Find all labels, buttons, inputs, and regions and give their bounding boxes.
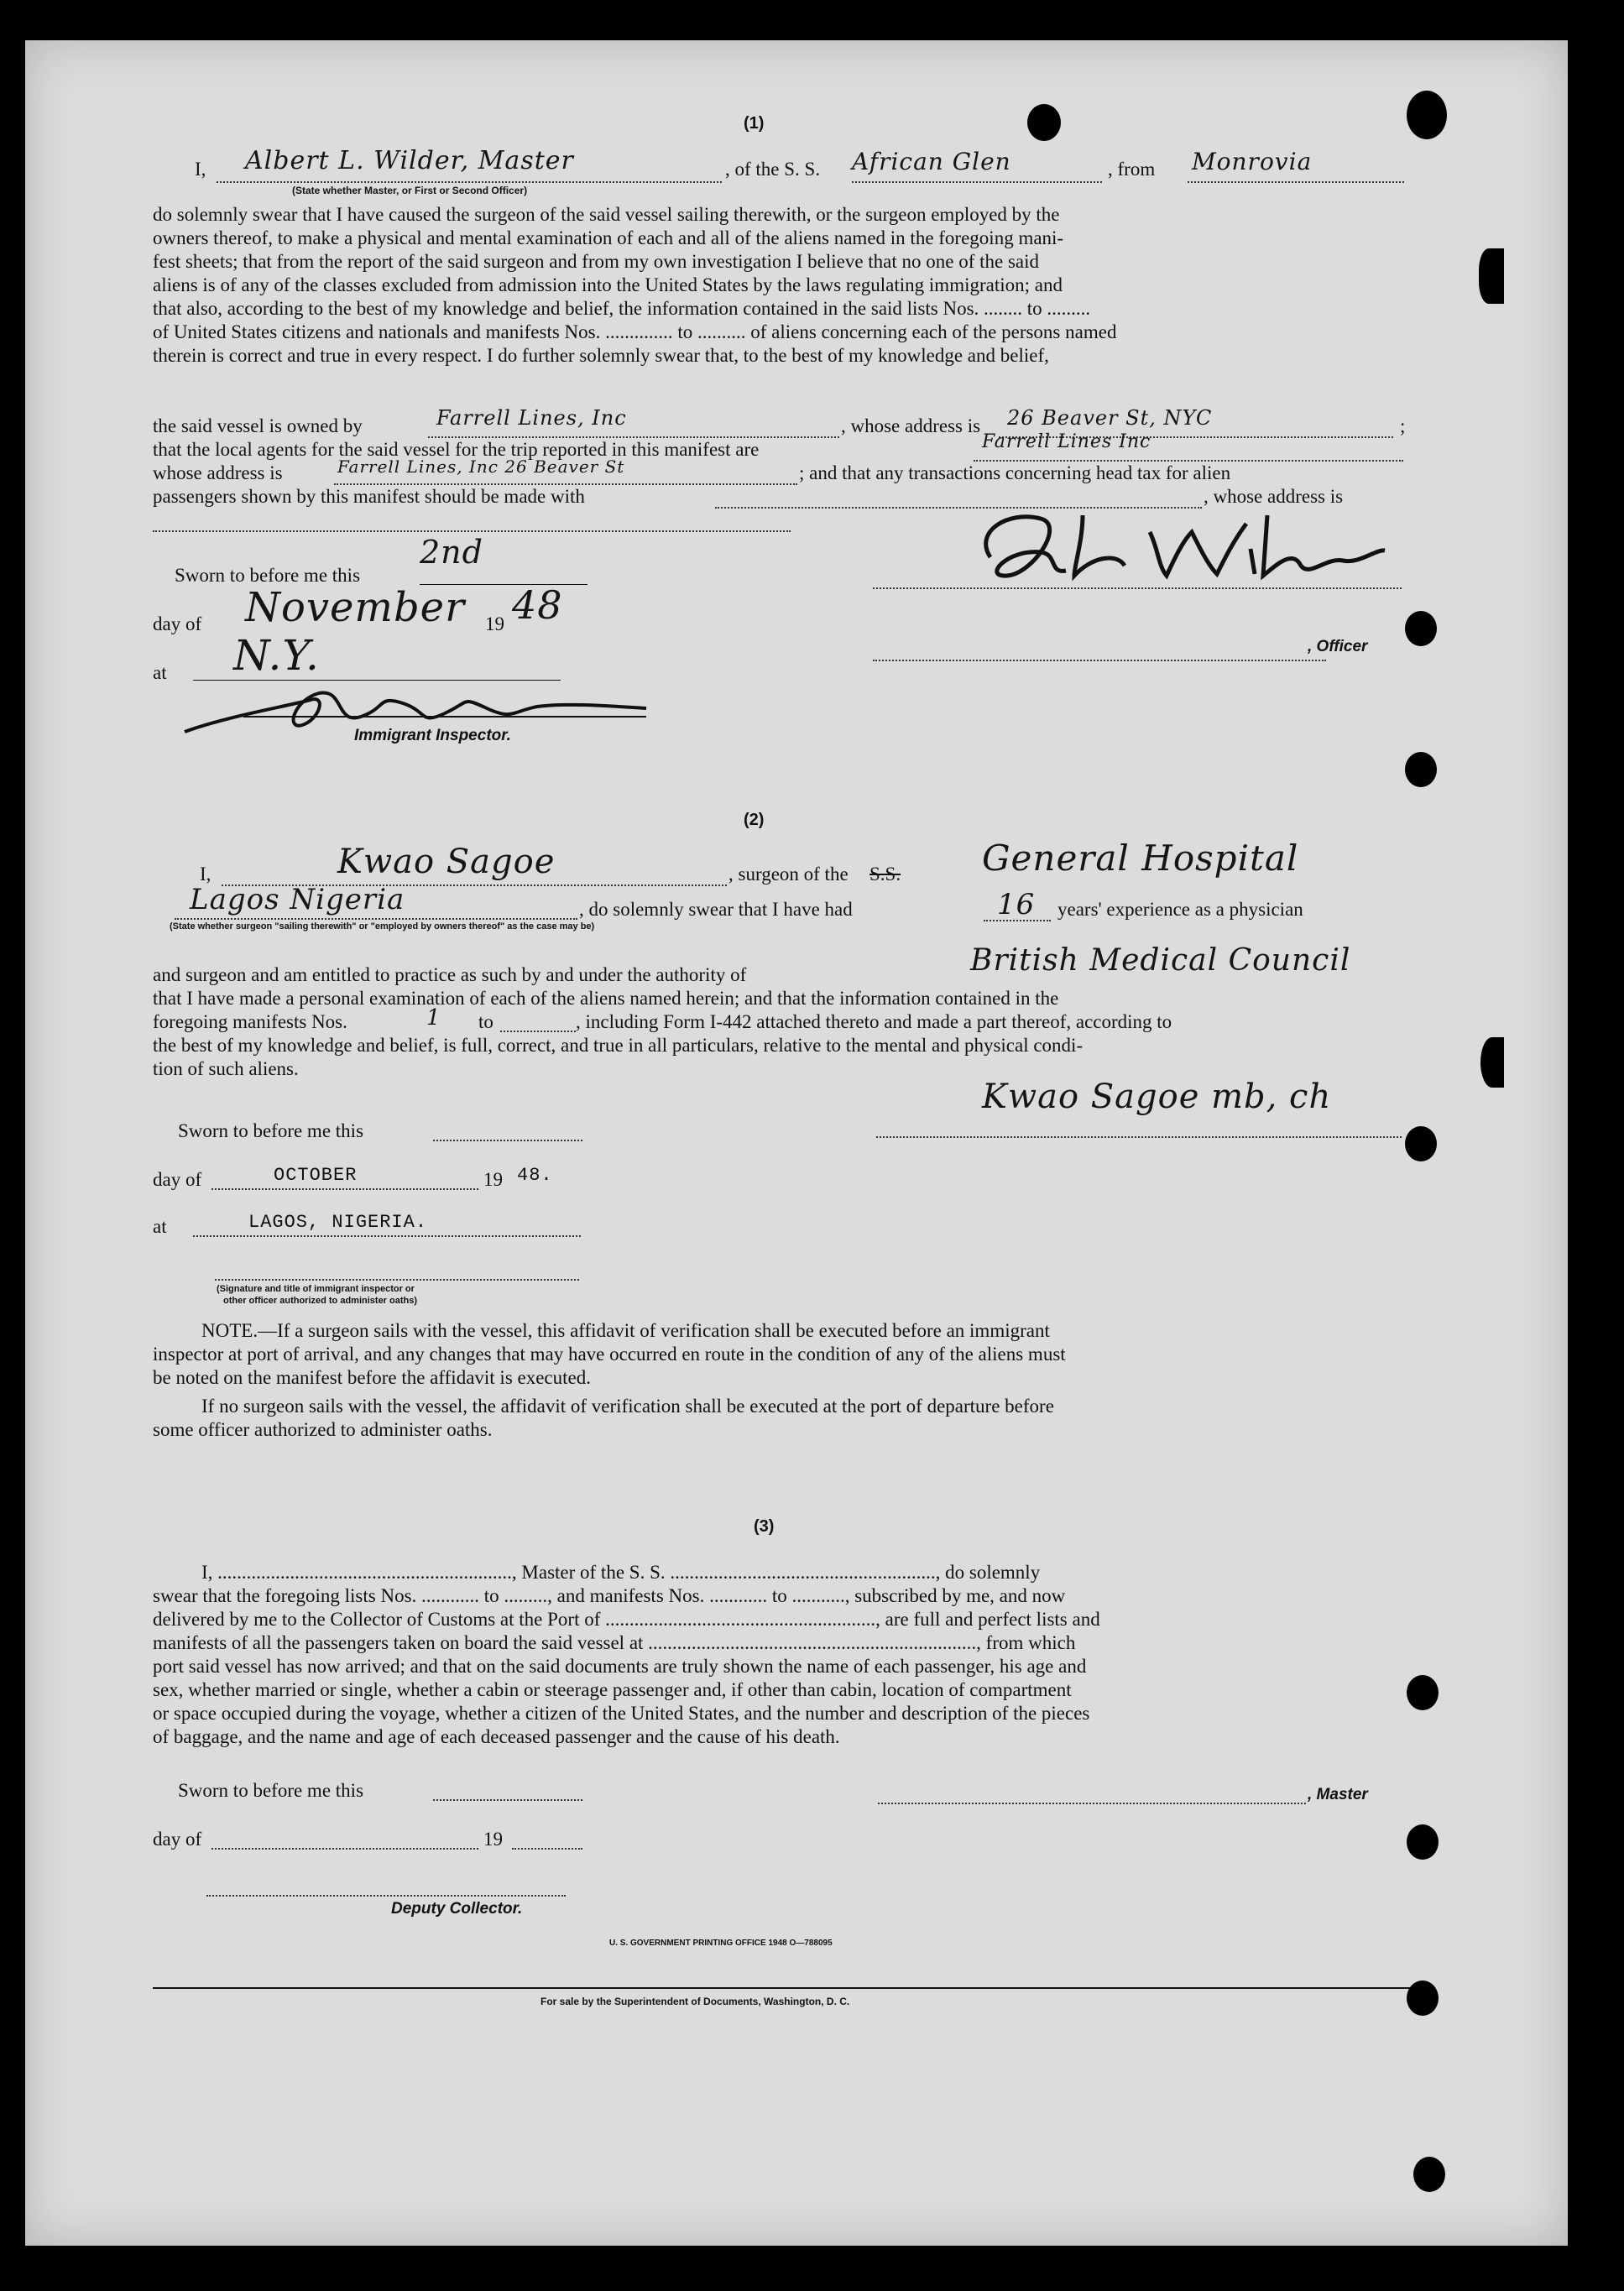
sec1-year: 48 [512, 582, 563, 628]
master-name: Albert L. Wilder, Master [245, 146, 574, 175]
gpo-imprint: U. S. GOVERNMENT PRINTING OFFICE 1948 O—788095 [609, 1939, 833, 1948]
sec2-sworn-line [433, 1140, 582, 1141]
vessel-name: African Glen [852, 148, 1011, 175]
sec2-year: 48. [517, 1165, 553, 1186]
sec3-master-line [878, 1803, 1306, 1804]
sec3-sworn-label: Sworn to before me this [178, 1780, 364, 1801]
owner-name: Farrell Lines, Inc [436, 406, 627, 430]
port-from: Monrovia [1192, 148, 1313, 175]
sec3-line: swear that the foregoing lists Nos. ............ to ........., and manifests Nos. ............ to ..........., subscribed by me, and now [153, 1585, 1066, 1606]
footer-rule [153, 1987, 1413, 1989]
sec3-line: delivered by me to the Collector of Customs at the Port of ........................................................, are full and perfect lists and [153, 1609, 1100, 1630]
owner-address-label: , whose address is [841, 415, 981, 436]
officer-line [873, 660, 1326, 661]
sec3-day-of-label: day of [153, 1829, 202, 1850]
agents-label: that the local agents for the said vessel for the trip reported in this manifest are [153, 439, 760, 460]
sec2-at-line [193, 1235, 581, 1237]
note-line: NOTE.—If a surgeon sails with the vessel, this affidavit of verification shall be executed before an immigrant [201, 1320, 1050, 1341]
deputy-label: Deputy Collector. [391, 1900, 523, 1918]
sec3-master-label: , Master [1308, 1786, 1368, 1803]
sec1-line: owners thereof, to make a physical and mental examination of each and all of the aliens named in the foregoing mani- [153, 227, 1064, 248]
agents-name: Farrell Lines Inc [982, 431, 1151, 452]
officer-signature-line [873, 587, 1402, 589]
note-line: inspector at port of arrival, and any changes that may have occurred en route in the condition of any of the aliens must [153, 1344, 1066, 1365]
sec1-year-prefix: 19 [485, 613, 504, 634]
sec2-line: that I have made a personal examination of each of the aliens named herein; and that the information contained in the [153, 988, 1059, 1009]
agent-address-label: whose address is [153, 462, 283, 483]
head-tax-label: passengers shown by this manifest should be made with [153, 486, 585, 507]
head-tax-address-line [153, 530, 791, 532]
surgeon-signature: Kwao Sagoe mb, ch [982, 1078, 1332, 1116]
sec1-line: that also, according to the best of my knowledge and belief, the information contained in the said lists Nos. ........ to ......... [153, 298, 1091, 319]
surgeon-of-label: , surgeon of the [728, 864, 849, 885]
owner-address: 26 Beaver St, NYC [1007, 406, 1213, 430]
years-experience: 16 [997, 888, 1036, 921]
owned-by-label: the said vessel is owned by [153, 415, 363, 436]
sec1-line: fest sheets; that from the report of the said surgeon and from my own investigation I believe that no one of the said [153, 251, 1040, 272]
note-line: be noted on the manifest before the affidavit is executed. [153, 1367, 591, 1388]
master-name-line [217, 181, 722, 183]
sec3-line: I, ............................................................., Master of the S. S. ......................................................., do solemnly [201, 1562, 1041, 1583]
section-2-number: (2) [744, 811, 765, 829]
sec1-line: do solemnly swear that I have caused the surgeon of the said vessel sailing therewith, or the surgeon employed by the [153, 204, 1060, 225]
authority: British Medical Council [970, 943, 1351, 978]
sec2-at-label: at [153, 1216, 167, 1237]
sec1-sworn-day: 2nd [420, 534, 483, 571]
head-tax-address-label: , whose address is [1204, 486, 1344, 507]
sec2-inspector-line [215, 1279, 579, 1281]
sec1-day-of-label: day of [153, 613, 202, 634]
sec1-sworn-label: Sworn to before me this [175, 565, 361, 586]
punch-hole [1480, 1037, 1504, 1088]
sec2-month: OCTOBER [274, 1165, 358, 1186]
sec1-at-line [193, 680, 561, 681]
surgeon-name: Kwao Sagoe [337, 843, 556, 881]
section-3-number: (3) [754, 1517, 775, 1536]
agent-address: Farrell Lines, Inc 26 Beaver St [337, 457, 625, 477]
sec3-line: of baggage, and the name and age of each deceased passenger and the cause of his death. [153, 1726, 840, 1747]
manifest-to-line [500, 1031, 576, 1032]
sec3-sworn-line [433, 1799, 582, 1801]
sec3-month-line [211, 1848, 478, 1850]
years-suffix: years' experience as a physician [1057, 899, 1303, 920]
sec3-line: or space occupied during the voyage, whether a citizen of the United States, and the number and description of the pieces [153, 1703, 1090, 1724]
manifest-from: 1 [426, 1005, 441, 1031]
punch-hole [1407, 1675, 1439, 1710]
punch-hole [1413, 2157, 1445, 2192]
sig-note-2: other officer authorized to administer oaths) [223, 1296, 418, 1306]
officer-signature [957, 498, 1393, 591]
institution: General Hospital [982, 838, 1299, 879]
punch-hole [1405, 611, 1437, 646]
semicolon: ; [1400, 415, 1406, 436]
from-label: , from [1108, 159, 1156, 180]
sec1-line: aliens is of any of the classes excluded from admission into the United States by the laws regulating immigration; and [153, 274, 1063, 295]
manifests-label: foregoing manifests Nos. [153, 1011, 347, 1032]
sec1-i: I, [195, 159, 206, 180]
sec2-line: tion of such aliens. [153, 1058, 299, 1079]
master-state-note: (State whether Master, or First or Second Officer) [292, 185, 528, 196]
ss-struck: S.S. [869, 864, 901, 885]
surgeon-location: Lagos Nigeria [190, 883, 405, 916]
swear-text: , do solemnly swear that I have had [579, 899, 853, 920]
sec2-month-line [211, 1188, 478, 1190]
note-line: some officer authorized to administer oaths. [153, 1419, 493, 1440]
sec1-at-label: at [153, 662, 167, 683]
punch-hole [1407, 1980, 1439, 2016]
port-from-line [1188, 181, 1404, 183]
head-tax-text: ; and that any transactions concerning head tax for alien [799, 462, 1231, 483]
note-line: If no surgeon sails with the vessel, the affidavit of verification shall be executed at the port of departure before [201, 1396, 1054, 1417]
sec3-line: manifests of all the passengers taken on board the said vessel at ...................................................................., from which [153, 1632, 1076, 1653]
sec1-month: November [245, 584, 466, 631]
sec2-day-of-label: day of [153, 1169, 202, 1190]
punch-hole [1407, 91, 1447, 139]
punch-hole [1479, 248, 1504, 304]
sec2-line: the best of my knowledge and belief, is full, correct, and true in all particulars, relative to the mental and physical condi- [153, 1035, 1084, 1056]
inspector-label: Immigrant Inspector. [354, 727, 511, 744]
punch-hole [1405, 1126, 1437, 1161]
sec1-line: therein is correct and true in every respect. I do further solemnly swear that, to the best of my knowledge and belief, [153, 345, 1049, 366]
deputy-line [206, 1895, 566, 1897]
officer-label: , Officer [1308, 638, 1368, 655]
location-line [175, 918, 577, 920]
sec3-year-line [512, 1848, 582, 1850]
sale-note: For sale by the Superintendent of Documents, Washington, D. C. [540, 1996, 850, 2007]
sig-note-1: (Signature and title of immigrant inspector or [217, 1284, 415, 1294]
sec2-at-value: LAGOS, NIGERIA. [248, 1212, 428, 1233]
punch-hole [1027, 104, 1061, 141]
sec3-line: port said vessel has now arrived; and that on the said documents are truly shown the name of each passenger, his age and [153, 1656, 1087, 1677]
of-the-ss-label: , of the S. S. [725, 159, 821, 180]
vessel-name-line [852, 181, 1102, 183]
surgeon-sig-line [876, 1136, 1402, 1138]
punch-hole [1405, 752, 1437, 787]
sec3-year-prefix: 19 [483, 1829, 503, 1850]
years-line [984, 920, 1051, 921]
sec2-sworn-label: Sworn to before me this [178, 1120, 364, 1141]
sec3-line: sex, whether married or single, whether a cabin or steerage passenger and, if other than cabin, location of compartment [153, 1679, 1072, 1700]
surgeon-state-note: (State whether surgeon "sailing therewith" or "employed by owners thereof" as the case may be) [170, 921, 595, 932]
sec2-i: I, [200, 864, 211, 885]
sec2-year-prefix: 19 [483, 1169, 503, 1190]
sec1-body [153, 203, 1412, 368]
manifest-to: to [478, 1011, 493, 1032]
section-1-number: (1) [744, 114, 765, 133]
manifest-suffix: , including Form I-442 attached thereto and made a part thereof, according to [576, 1011, 1172, 1032]
sec1-at-value: N.Y. [233, 631, 320, 680]
punch-hole [1407, 1824, 1439, 1860]
sec1-line: of United States citizens and nationals and manifests Nos. .............. to .......... of aliens concerning each of the persons named [153, 321, 1117, 342]
manifest-page [25, 40, 1568, 2246]
authority-label: and surgeon and am entitled to practice as such by and under the authority of [153, 964, 747, 985]
